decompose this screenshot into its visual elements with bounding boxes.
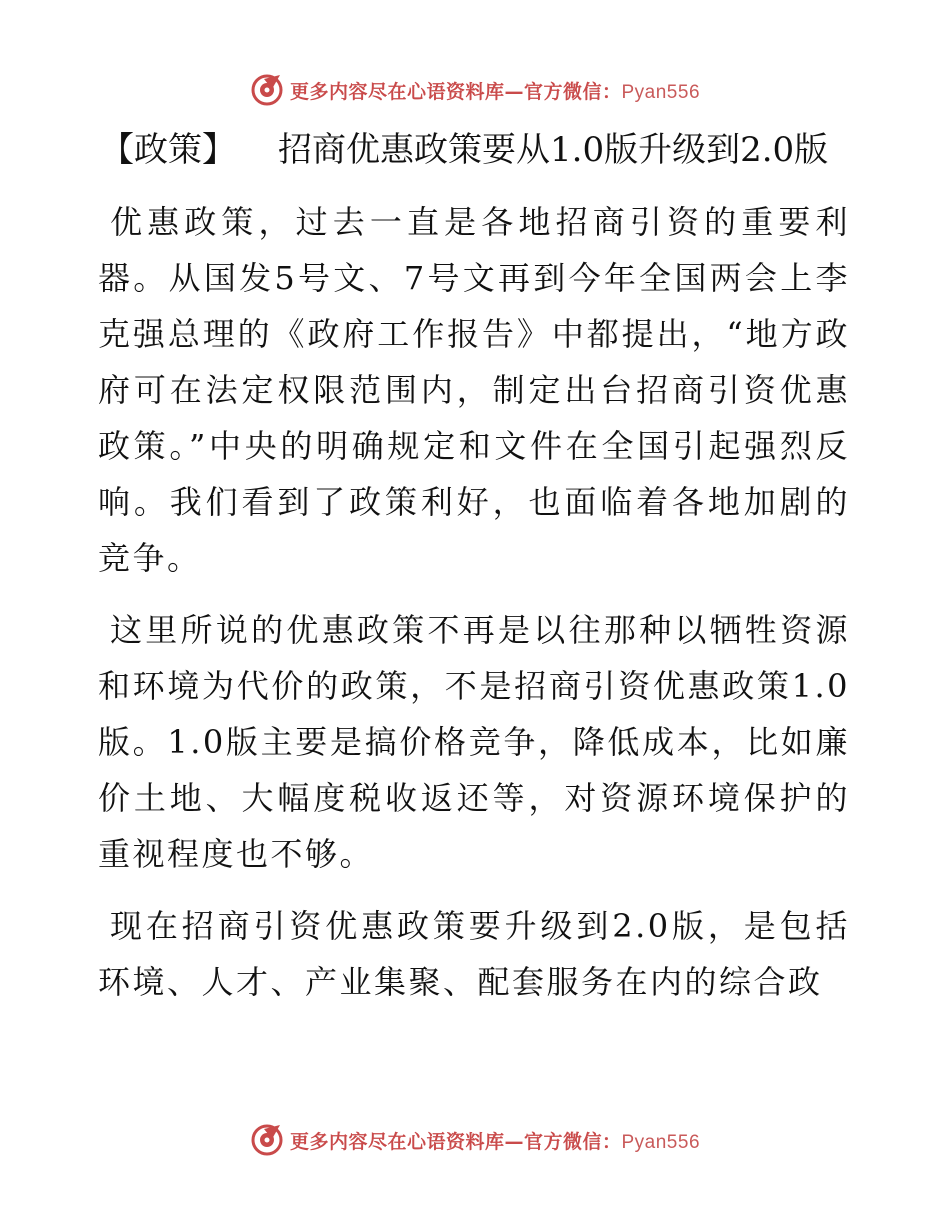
- watermark-text: 更多内容尽在心语资料库—官方微信：Pyan556: [289, 80, 701, 103]
- title-category-tag: 【政策】: [100, 129, 236, 170]
- title-text: 招商优惠政策要从1.0版升级到2.0版: [278, 129, 829, 170]
- watermark-text: 更多内容尽在心语资料库—官方微信：Pyan556: [289, 1130, 701, 1153]
- document-title: [100, 118, 860, 174]
- paragraph: 现在招商引资优惠政策要升级到2.0版，是包括环境、人才、产业集聚、配套服务在内的综合政: [98, 907, 850, 1001]
- pen-logo-icon: [250, 1123, 284, 1157]
- pen-logo-icon: [250, 73, 284, 107]
- paragraph: 这里所说的优惠政策不再是以往那种以牺牲资源和环境为代价的政策，不是招商引资优惠政策1.0版。1.0版主要是搞价格竞争，降低成本，比如廉价土地、大幅度税收返还等，对资源环境保护的重视程度也不够。: [98, 611, 850, 873]
- document-body: [98, 194, 850, 1026]
- header-watermark-banner: [0, 70, 950, 110]
- footer-watermark-banner: [0, 1120, 950, 1160]
- paragraph: 优惠政策，过去一直是各地招商引资的重要利器。从国发5号文、7号文再到今年全国两会上李克强总理的《政府工作报告》中都提出，“地方政府可在法定权限范围内，制定出台招商引资优惠政策。”中央的明确规定和文件在全国引起强烈反响。我们看到了政策利好，也面临着各地加剧的竞争。: [98, 203, 850, 577]
